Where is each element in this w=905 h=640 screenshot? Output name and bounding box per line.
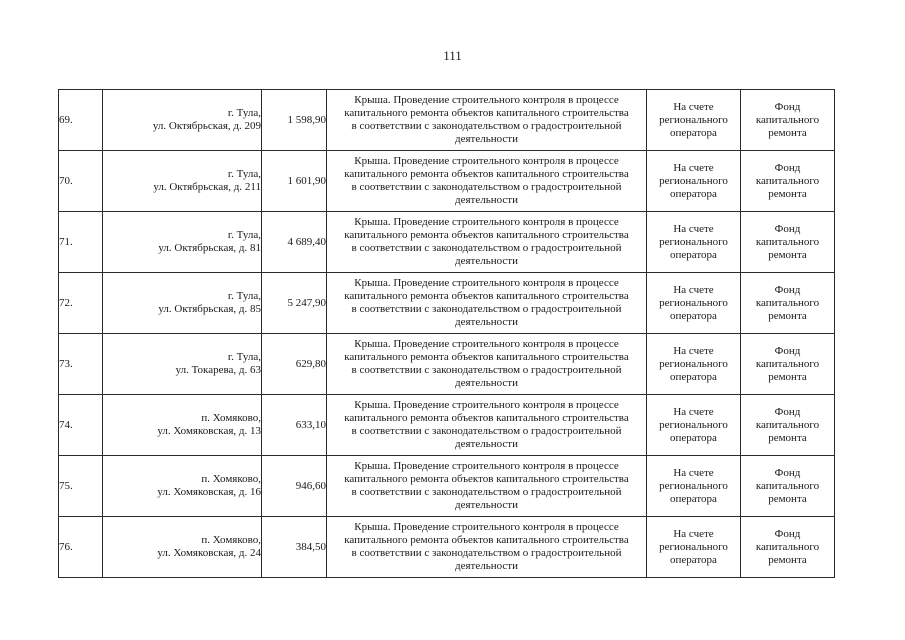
work-description-line: капитального ремонта объектов капитального строительства	[344, 351, 629, 363]
account-cell	[647, 90, 741, 151]
funding-source-cell	[741, 90, 835, 151]
work-description-line: Крыша. Проведение строительного контроля в процессе	[354, 521, 619, 533]
row-number: 76.	[59, 517, 103, 578]
account-line: оператора	[670, 370, 717, 383]
work-description-line: Крыша. Проведение строительного контроля в процессе	[354, 277, 619, 289]
funding-source-line: Фонд	[774, 405, 801, 418]
row-number: 69.	[59, 90, 103, 151]
works-table-body	[59, 90, 835, 578]
works-table	[58, 89, 835, 578]
funding-source-line: ремонта	[768, 553, 807, 566]
account-line: На счете	[673, 466, 714, 479]
work-description-cell	[327, 395, 647, 456]
account-line: регионального	[659, 479, 728, 492]
work-description-line: деятельности	[455, 377, 518, 389]
table-row	[59, 395, 835, 456]
area-cell: 629,80	[262, 334, 327, 395]
funding-source-line: ремонта	[768, 126, 807, 139]
address-street: ул. Октябрьская, д. 209	[152, 120, 261, 132]
work-description-line: деятельности	[455, 133, 518, 145]
account-cell	[647, 517, 741, 578]
account-line: На счете	[673, 527, 714, 540]
work-description-line: в соответствии с законодательством о градостроительной	[351, 303, 622, 315]
work-description-line: деятельности	[455, 499, 518, 511]
funding-source-line: Фонд	[774, 100, 801, 113]
work-description-cell	[327, 212, 647, 273]
account-line: оператора	[670, 187, 717, 200]
work-description-line: деятельности	[455, 194, 518, 206]
account-line: На счете	[673, 405, 714, 418]
area-cell: 946,60	[262, 456, 327, 517]
work-description-line: Крыша. Проведение строительного контроля в процессе	[354, 460, 619, 472]
work-description-line: деятельности	[455, 255, 518, 267]
table-row	[59, 151, 835, 212]
address-cell	[103, 212, 262, 273]
table-row	[59, 90, 835, 151]
account-line: На счете	[673, 283, 714, 296]
work-description-line: Крыша. Проведение строительного контроля в процессе	[354, 338, 619, 350]
account-line: На счете	[673, 344, 714, 357]
funding-source-line: Фонд	[774, 466, 801, 479]
address-street: ул. Октябрьская, д. 85	[158, 303, 261, 315]
funding-source-cell	[741, 456, 835, 517]
work-description-line: капитального ремонта объектов капитального строительства	[344, 290, 629, 302]
work-description-line: Крыша. Проведение строительного контроля в процессе	[354, 155, 619, 167]
account-line: регионального	[659, 540, 728, 553]
funding-source-line: ремонта	[768, 309, 807, 322]
work-description-line: в соответствии с законодательством о градостроительной	[351, 181, 622, 193]
account-cell	[647, 395, 741, 456]
address-cell	[103, 90, 262, 151]
address-street: ул. Хомяковская, д. 13	[157, 425, 261, 437]
funding-source-line: ремонта	[768, 248, 807, 261]
address-locality: г. Тула,	[227, 107, 261, 119]
account-line: оператора	[670, 553, 717, 566]
address-locality: п. Хомяково,	[201, 534, 261, 546]
work-description-line: в соответствии с законодательством о градостроительной	[351, 364, 622, 376]
area-cell: 5 247,90	[262, 273, 327, 334]
address-locality: г. Тула,	[227, 351, 261, 363]
funding-source-line: капитального	[755, 540, 820, 553]
address-cell	[103, 151, 262, 212]
work-description-line: капитального ремонта объектов капитального строительства	[344, 107, 629, 119]
address-locality: п. Хомяково,	[201, 412, 261, 424]
address-cell	[103, 395, 262, 456]
work-description-cell	[327, 273, 647, 334]
funding-source-line: капитального	[755, 174, 820, 187]
work-description-cell	[327, 456, 647, 517]
account-cell	[647, 334, 741, 395]
work-description-line: в соответствии с законодательством о градостроительной	[351, 242, 622, 254]
account-line: регионального	[659, 418, 728, 431]
funding-source-cell	[741, 212, 835, 273]
funding-source-line: ремонта	[768, 370, 807, 383]
work-description-line: в соответствии с законодательством о градостроительной	[351, 547, 622, 559]
area-cell: 633,10	[262, 395, 327, 456]
work-description-cell	[327, 151, 647, 212]
work-description-line: деятельности	[455, 560, 518, 572]
area-cell: 1 601,90	[262, 151, 327, 212]
work-description-cell	[327, 517, 647, 578]
work-description-line: Крыша. Проведение строительного контроля в процессе	[354, 399, 619, 411]
address-locality: г. Тула,	[227, 290, 261, 302]
work-description-line: деятельности	[455, 438, 518, 450]
account-line: На счете	[673, 222, 714, 235]
table-row	[59, 517, 835, 578]
funding-source-cell	[741, 273, 835, 334]
account-line: регионального	[659, 174, 728, 187]
funding-source-line: ремонта	[768, 187, 807, 200]
funding-source-line: капитального	[755, 479, 820, 492]
area-cell: 4 689,40	[262, 212, 327, 273]
address-locality: г. Тула,	[227, 229, 261, 241]
address-cell	[103, 273, 262, 334]
area-cell: 384,50	[262, 517, 327, 578]
work-description-line: Крыша. Проведение строительного контроля в процессе	[354, 94, 619, 106]
funding-source-line: капитального	[755, 357, 820, 370]
account-line: оператора	[670, 492, 717, 505]
work-description-line: капитального ремонта объектов капитального строительства	[344, 229, 629, 241]
funding-source-line: капитального	[755, 296, 820, 309]
address-street: ул. Хомяковская, д. 24	[157, 547, 261, 559]
address-locality: г. Тула,	[227, 168, 261, 180]
account-line: регионального	[659, 113, 728, 126]
work-description-line: капитального ремонта объектов капитального строительства	[344, 412, 629, 424]
row-number: 73.	[59, 334, 103, 395]
row-number: 72.	[59, 273, 103, 334]
table-row	[59, 456, 835, 517]
work-description-line: Крыша. Проведение строительного контроля в процессе	[354, 216, 619, 228]
funding-source-line: ремонта	[768, 431, 807, 444]
funding-source-cell	[741, 517, 835, 578]
account-line: регионального	[659, 357, 728, 370]
account-line: оператора	[670, 431, 717, 444]
funding-source-line: Фонд	[774, 344, 801, 357]
account-cell	[647, 456, 741, 517]
funding-source-line: капитального	[755, 113, 820, 126]
account-line: регионального	[659, 235, 728, 248]
address-cell	[103, 517, 262, 578]
funding-source-cell	[741, 395, 835, 456]
account-line: На счете	[673, 100, 714, 113]
work-description-line: деятельности	[455, 316, 518, 328]
account-line: оператора	[670, 309, 717, 322]
row-number: 75.	[59, 456, 103, 517]
account-line: оператора	[670, 126, 717, 139]
page-number: 111	[443, 48, 462, 63]
funding-source-line: капитального	[755, 418, 820, 431]
address-cell	[103, 456, 262, 517]
address-street: ул. Октябрьская, д. 81	[158, 242, 261, 254]
work-description-line: капитального ремонта объектов капитального строительства	[344, 473, 629, 485]
work-description-line: в соответствии с законодательством о градостроительной	[351, 120, 622, 132]
row-number: 70.	[59, 151, 103, 212]
account-line: На счете	[673, 161, 714, 174]
work-description-line: капитального ремонта объектов капитального строительства	[344, 168, 629, 180]
account-cell	[647, 212, 741, 273]
area-cell: 1 598,90	[262, 90, 327, 151]
funding-source-cell	[741, 334, 835, 395]
table-row	[59, 212, 835, 273]
work-description-cell	[327, 90, 647, 151]
work-description-line: в соответствии с законодательством о градостроительной	[351, 486, 622, 498]
work-description-cell	[327, 334, 647, 395]
address-street: ул. Октябрьская, д. 211	[153, 181, 261, 193]
table-row	[59, 273, 835, 334]
address-locality: п. Хомяково,	[201, 473, 261, 485]
address-street: ул. Токарева, д. 63	[175, 364, 261, 376]
funding-source-line: ремонта	[768, 492, 807, 505]
account-line: регионального	[659, 296, 728, 309]
funding-source-line: Фонд	[774, 161, 801, 174]
address-street: ул. Хомяковская, д. 16	[157, 486, 261, 498]
table-row	[59, 334, 835, 395]
account-line: оператора	[670, 248, 717, 261]
funding-source-cell	[741, 151, 835, 212]
row-number: 71.	[59, 212, 103, 273]
address-cell	[103, 334, 262, 395]
funding-source-line: капитального	[755, 235, 820, 248]
work-description-line: капитального ремонта объектов капитального строительства	[344, 534, 629, 546]
row-number: 74.	[59, 395, 103, 456]
funding-source-line: Фонд	[774, 527, 801, 540]
account-cell	[647, 273, 741, 334]
funding-source-line: Фонд	[774, 283, 801, 296]
funding-source-line: Фонд	[774, 222, 801, 235]
work-description-line: в соответствии с законодательством о градостроительной	[351, 425, 622, 437]
account-cell	[647, 151, 741, 212]
